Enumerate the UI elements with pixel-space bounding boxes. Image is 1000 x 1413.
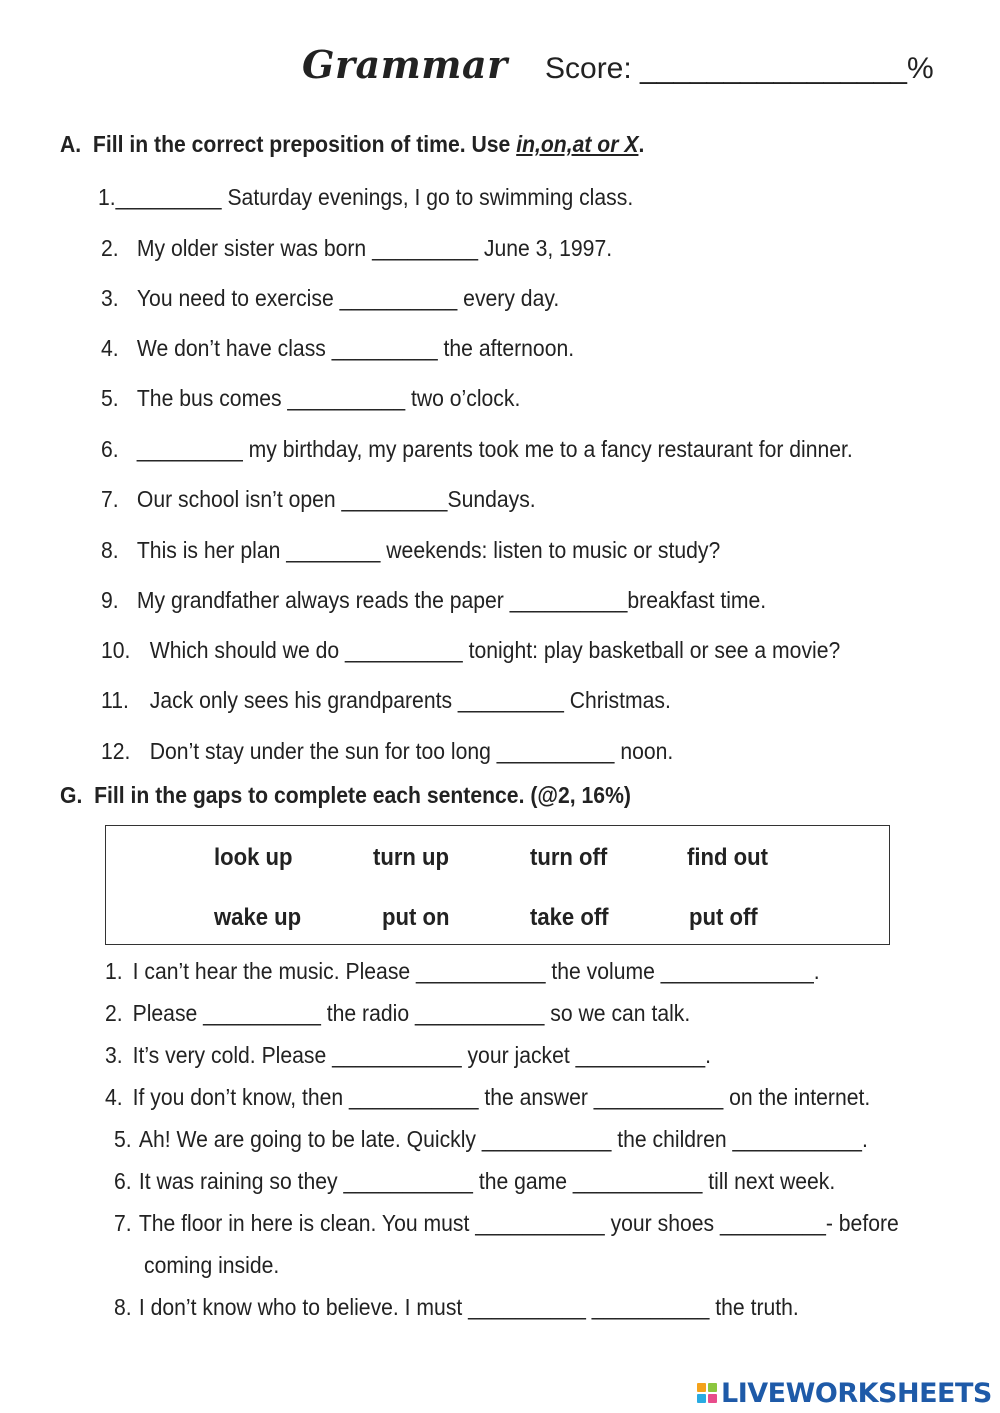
question-a-12[interactable]: 12. Don’t stay under the sun for too long __________ noon. [101, 738, 674, 764]
question-g-7[interactable]: 7. The floor in here is clean. You must ___________ your shoes _________- before [114, 1210, 899, 1236]
logo-square-icon [697, 1394, 706, 1403]
logo-square-icon [708, 1383, 717, 1392]
question-a-8[interactable]: 8. This is her plan ________ weekends: listen to music or study? [101, 537, 721, 563]
word-bank-item: find out [687, 844, 768, 871]
question-a-5[interactable]: 5. The bus comes __________ two o’clock. [101, 385, 521, 411]
section-a-letter: A. [60, 131, 82, 157]
question-a-3[interactable]: 3. You need to exercise __________ every day. [101, 285, 560, 311]
question-g-6[interactable]: 6. It was raining so they ___________ the game ___________ till next week. [114, 1168, 836, 1194]
question-a-4[interactable]: 4. We don’t have class _________ the afternoon. [101, 335, 575, 361]
question-a-11[interactable]: 11. Jack only sees his grandparents _________ Christmas. [101, 687, 671, 713]
question-a-7[interactable]: 7. Our school isn’t open _________Sundays. [101, 486, 536, 512]
liveworksheets-logo[interactable] [697, 1378, 992, 1408]
word-bank [105, 825, 890, 945]
word-bank-item: take off [530, 904, 609, 931]
word-bank-item: turn up [373, 844, 450, 871]
liveworksheets-icon [697, 1383, 717, 1403]
score-field[interactable]: Score: ________________% [545, 52, 934, 85]
question-a-1[interactable]: 1._________ Saturday evenings, I go to swimming class. [98, 184, 634, 210]
word-bank-item: put off [689, 904, 758, 931]
liveworksheets-brand: LIVEWORKSHEETS [721, 1377, 992, 1409]
question-g-3[interactable]: 3. It’s very cold. Please ___________ your jacket ___________. [105, 1042, 712, 1068]
section-a-heading [60, 131, 644, 158]
question-g-2[interactable]: 2. Please __________ the radio ___________ so we can talk. [105, 1000, 691, 1026]
question-g-8[interactable]: 8. I don’t know who to believe. I must __________ __________ the truth. [114, 1294, 799, 1320]
word-bank-item: put on [382, 904, 450, 931]
question-g-5[interactable]: 5. Ah! We are going to be late. Quickly ___________ the children ___________. [114, 1126, 868, 1152]
logo-square-icon [708, 1394, 717, 1403]
section-g-letter: G. [60, 782, 83, 808]
word-bank-item: look up [214, 844, 293, 871]
section-a-emphasis: in,on,at or X [516, 131, 639, 157]
page-title: Grammar [302, 42, 508, 87]
question-a-6[interactable]: 6. _________ my birthday, my parents took me to a fancy restaurant for dinner. [101, 436, 853, 462]
question-a-2[interactable]: 2. My older sister was born _________ June 3, 1997. [101, 235, 613, 261]
logo-square-icon [697, 1383, 706, 1392]
section-a-instruction: Fill in the correct preposition of time. Use [92, 131, 517, 157]
section-g-instruction: Fill in the gaps to complete each sentence. (@2, 16%) [94, 782, 631, 808]
question-g-4[interactable]: 4. If you don’t know, then ___________ the answer ___________ on the internet. [105, 1084, 871, 1110]
section-g-heading [60, 782, 631, 809]
question-a-10[interactable]: 10. Which should we do __________ tonight: play basketball or see a movie? [101, 637, 841, 663]
question-g-7-continued: coming inside. [144, 1252, 280, 1278]
section-a-end: . [638, 131, 645, 157]
word-bank-item: turn off [530, 844, 608, 871]
word-bank-item: wake up [214, 904, 302, 931]
question-a-9[interactable]: 9. My grandfather always reads the paper __________breakfast time. [101, 587, 767, 613]
question-g-1[interactable]: 1. I can’t hear the music. Please ___________ the volume _____________. [105, 958, 820, 984]
